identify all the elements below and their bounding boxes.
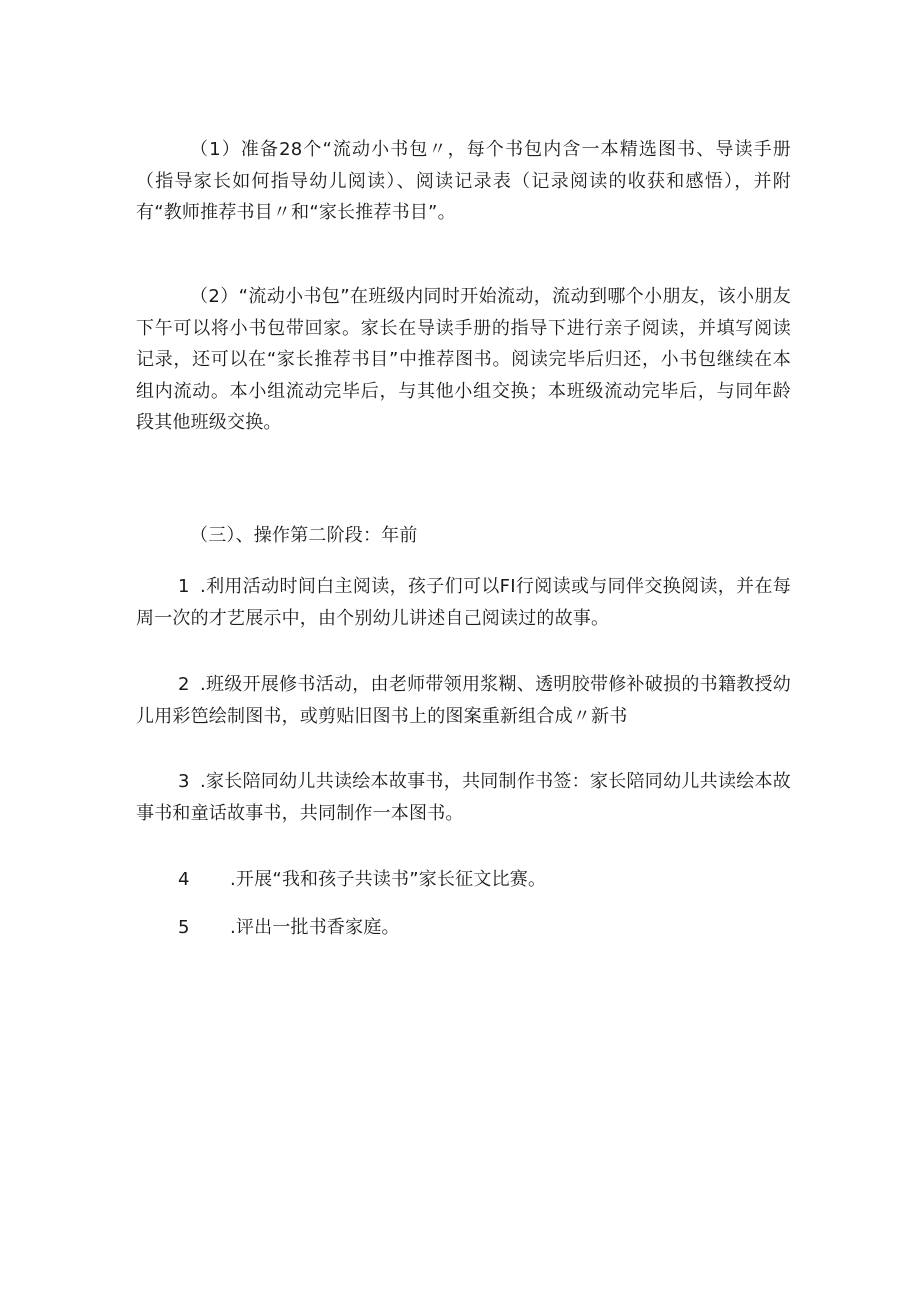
list-item-number: 5 xyxy=(178,917,190,938)
list-item-text: .班级开展修书活动，由老师带领用浆糊、透明胶带修补破损的书籍教授幼儿用彩笆绘制图书，或剪贴旧图书上的图案重新组合成〃新书 xyxy=(136,674,791,727)
list-item-text: .家长陪同幼儿共读绘本故事书，共同制作书签：家长陪同幼儿共读绘本故事书和童话故事书，共同制作一本图书。 xyxy=(136,771,791,824)
list-item-3 xyxy=(136,766,791,829)
section-heading: （三）、操作第二阶段：年前 xyxy=(190,525,418,546)
list-item-number: 4 xyxy=(178,869,190,890)
list-item-number: 1 xyxy=(178,576,190,597)
list-item-text: .开展“我和孩子共读书”家长征文比赛。 xyxy=(230,869,547,890)
list-item-text: .评出一批书香家庭。 xyxy=(230,917,400,938)
list-item-text: .利用活动时间白主阅读，孩子们可以FI行阅读或与同伴交换阅读，并在每周一次的才艺展示中，由个别幼儿讲述自己阅读过的故事。 xyxy=(136,576,791,629)
paragraph-2: （2）“流动小书包”在班级内同时开始流动，流动到哪个小朋友，该小朋友下午可以将小书包带回家。家长在导读手册的指导下进行亲子阅读，并填写阅读记录，还可以在“家长推荐书目”中推荐图书。阅读完毕后归还，小书包继续在本组内流动。本小组流动完毕后，与其他小组交换；本班级流动完毕后，与同年龄段其他班级交换。 xyxy=(136,286,791,433)
list-item-2 xyxy=(136,669,791,732)
list-item-number: 3 xyxy=(178,771,190,792)
list-item-5 xyxy=(136,912,791,944)
list-item-1 xyxy=(136,571,791,634)
list-item-4 xyxy=(136,864,791,896)
list-item-number: 2 xyxy=(178,674,190,695)
paragraph-1: （1）准备28个“流动小书包〃，每个书包内含一本精选图书、导读手册（指导家长如何指导幼儿阅读）、阅读记录表（记录阅读的收获和感悟），并附有“教师推荐书目〃和“家长推荐书目”。 xyxy=(136,139,791,223)
